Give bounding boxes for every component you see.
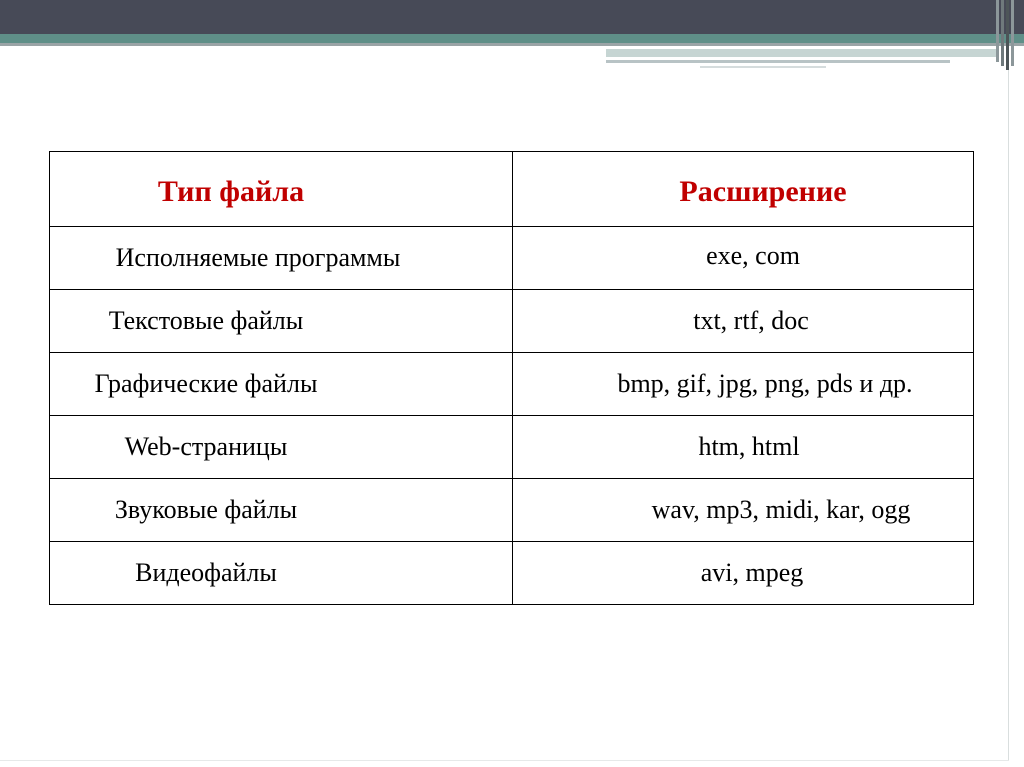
cell-extension-text: htm, html (698, 432, 800, 461)
cell-extension-text: bmp, gif, jpg, png, pds и др. (617, 369, 913, 398)
cell-extension-text: avi, mpeg (700, 558, 804, 587)
table-row (50, 290, 974, 353)
file-types-table (49, 151, 974, 605)
cell-file-type (50, 353, 513, 416)
header-extension-label: Расширение (679, 175, 847, 208)
cell-extension-text: exe, com (706, 241, 800, 270)
header-file-type (50, 152, 513, 227)
top-band-gray (0, 43, 1024, 46)
decor-vertical-bar (1006, 0, 1009, 70)
cell-extension (513, 290, 974, 353)
slide-frame-right (1008, 70, 1009, 760)
table-row (50, 227, 974, 290)
cell-file-type-text: Web-страницы (124, 432, 288, 461)
table-row (50, 542, 974, 605)
cell-file-type-text: Видеофайлы (135, 558, 277, 587)
cell-extension-text: wav, mp3, midi, kar, ogg (651, 495, 911, 524)
slide-frame-bottom (0, 760, 1009, 761)
cell-extension (513, 353, 974, 416)
cell-extension-text: txt, rtf, doc (693, 306, 809, 335)
decor-vertical-bar (996, 0, 999, 62)
cell-file-type (50, 290, 513, 353)
table-row (50, 416, 974, 479)
decor-vertical-bar (1001, 0, 1004, 66)
top-band-dark (0, 0, 1024, 34)
header-extension (513, 152, 974, 227)
header-file-type-label: Тип файла (157, 175, 305, 208)
cell-file-type (50, 227, 513, 290)
cell-file-type (50, 416, 513, 479)
table-row (50, 479, 974, 542)
table-row (50, 353, 974, 416)
cell-extension (513, 542, 974, 605)
cell-file-type-text: Графические файлы (94, 369, 318, 398)
cell-file-type-text: Звуковые файлы (114, 495, 298, 524)
cell-file-type (50, 542, 513, 605)
top-band-teal (0, 34, 1024, 43)
decor-vertical-bar (1011, 0, 1014, 66)
band-tail-light-gray (606, 60, 950, 63)
band-tail-light-teal (606, 49, 998, 57)
table-header-row (50, 152, 974, 227)
cell-extension (513, 227, 974, 290)
cell-extension (513, 416, 974, 479)
cell-file-type-text: Текстовые файлы (108, 306, 304, 335)
band-tail-thin-line (700, 66, 826, 68)
cell-file-type (50, 479, 513, 542)
cell-file-type-text: Исполняемые программы (115, 243, 401, 272)
cell-extension (513, 479, 974, 542)
